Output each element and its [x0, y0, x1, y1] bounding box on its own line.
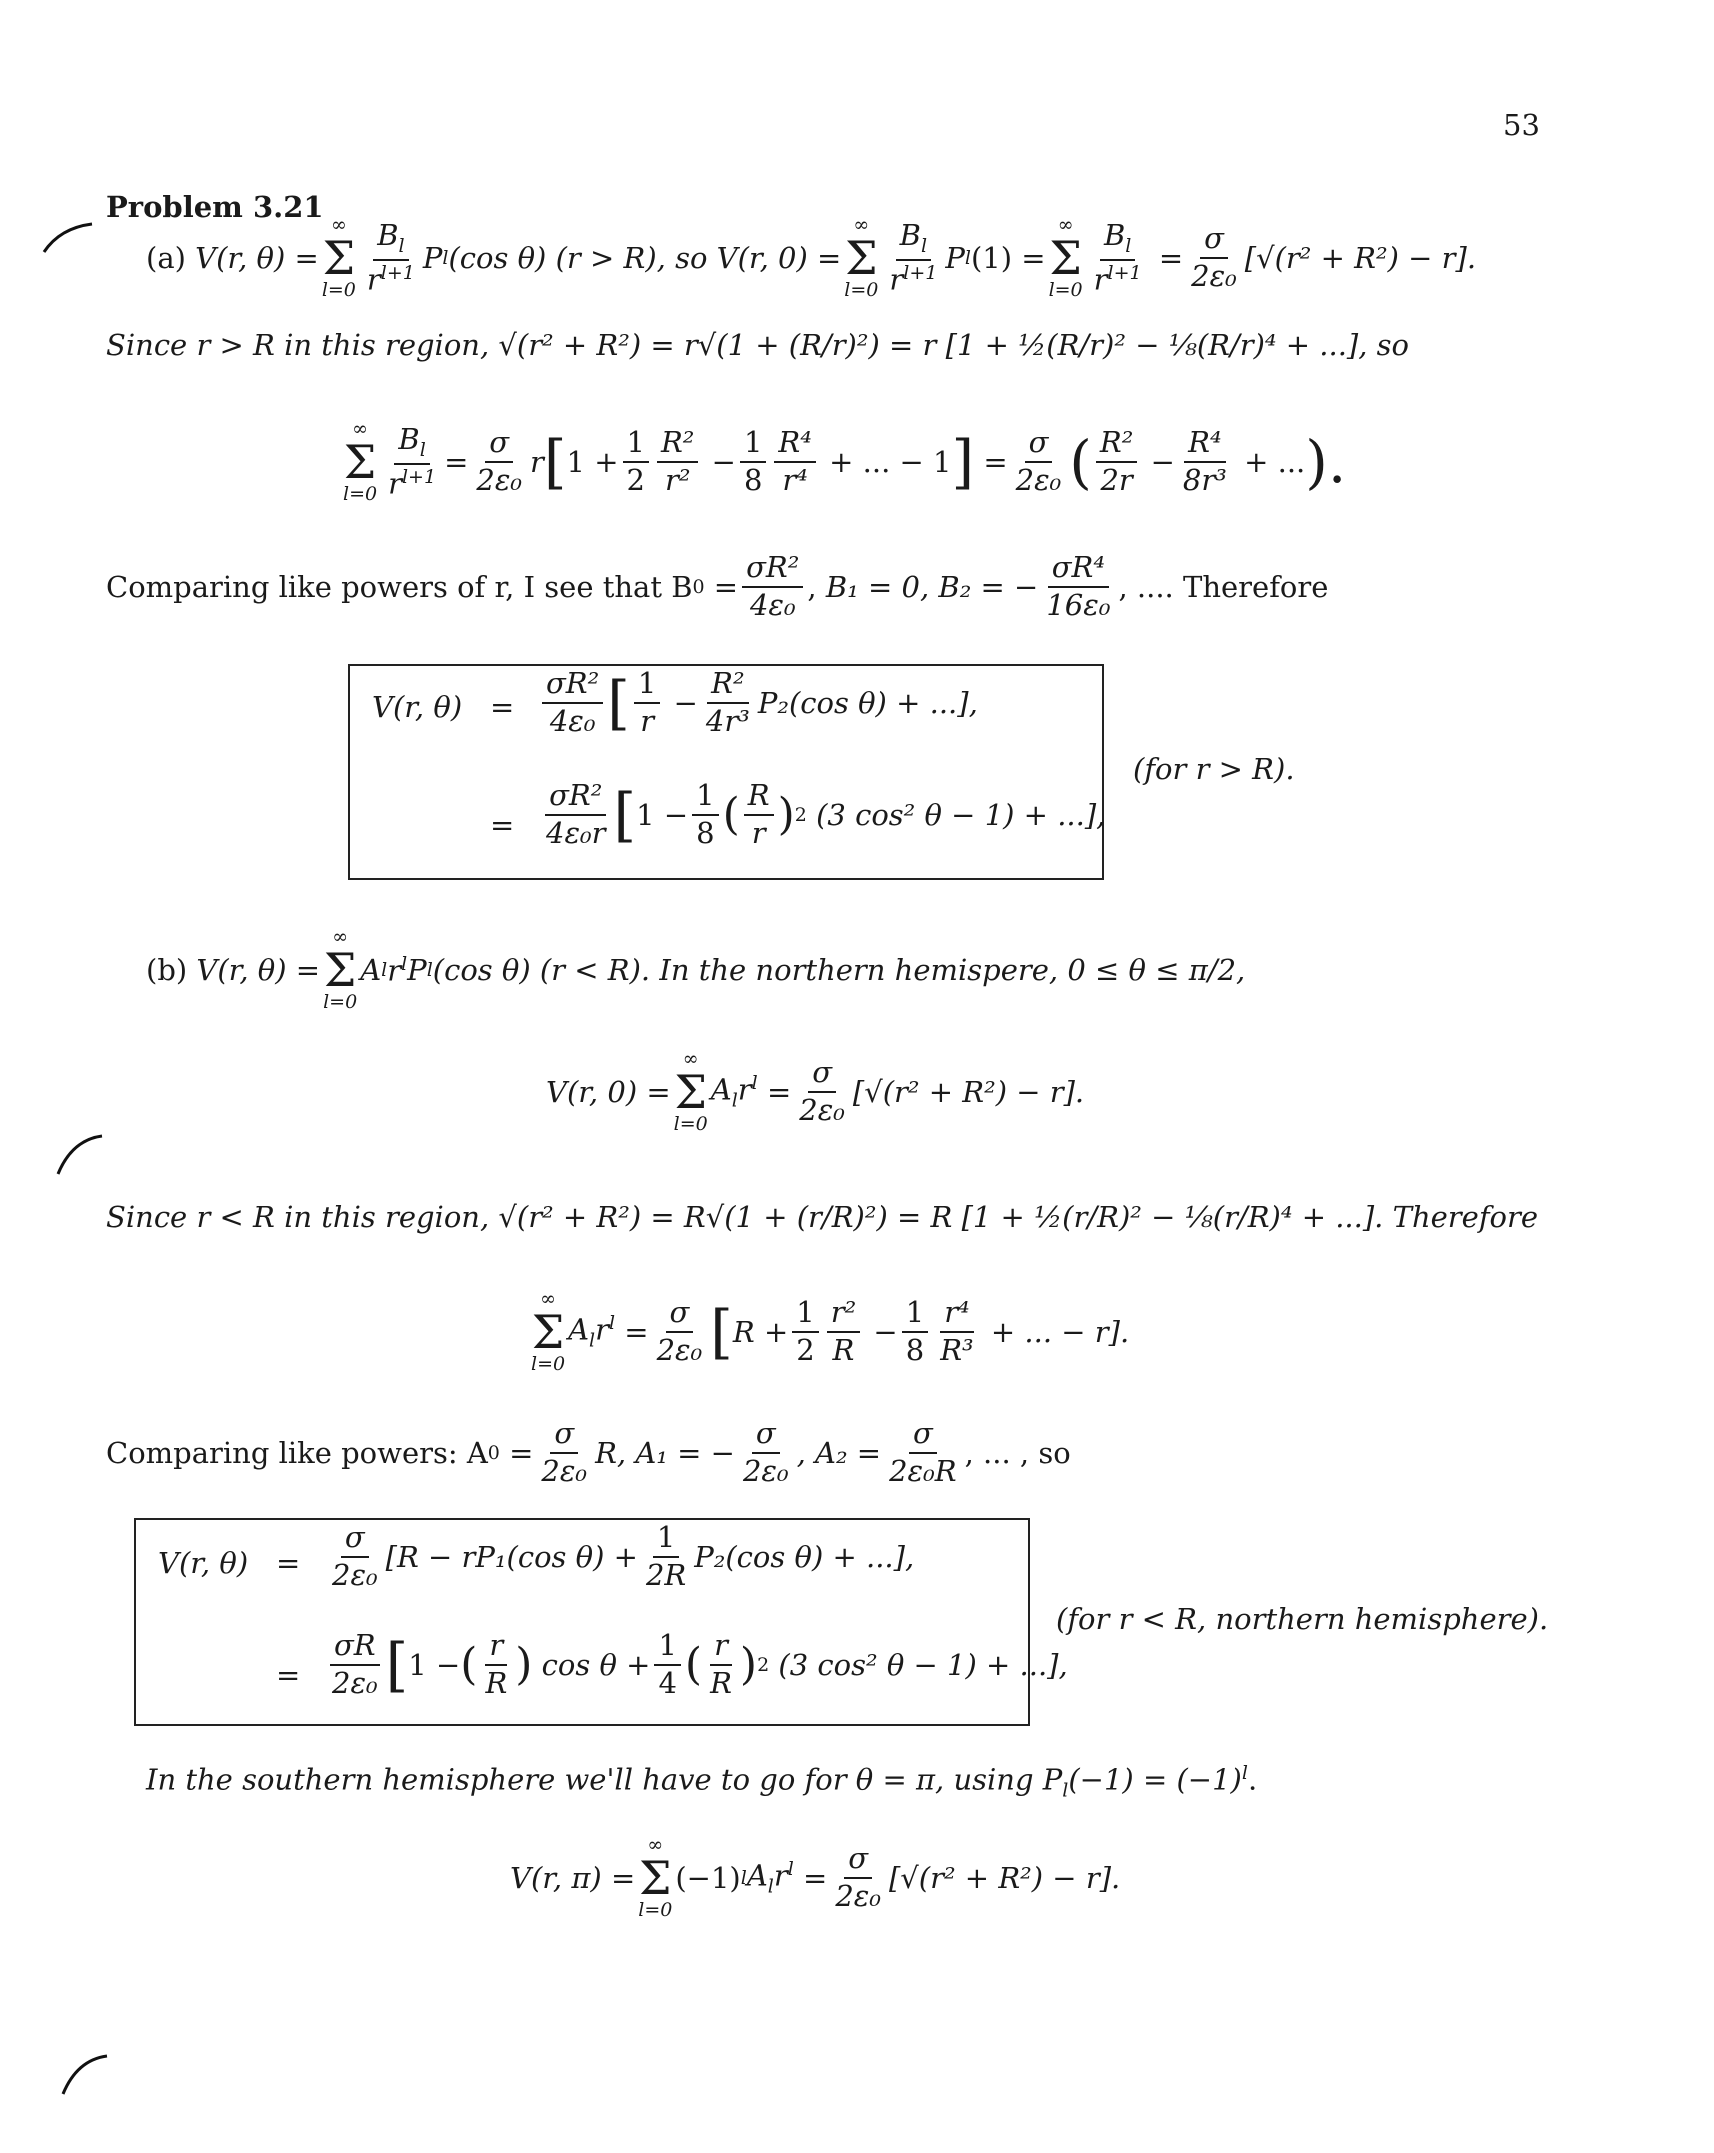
equation-text: P	[945, 241, 965, 275]
summation-symbol: ∞ Σ l=0	[638, 1834, 673, 1921]
fraction: $\frac{B_l}{r^{l+1}}$	[1093, 217, 1142, 297]
equation-text: [1 + ½(r/R)² − ⅛(r/R)⁴ + ...]. Therefore	[961, 1200, 1539, 1234]
fraction: $\frac{\sigma}{\text{2ε₀}}$	[835, 1841, 881, 1913]
fraction: $\frac{R}{r}$	[744, 780, 774, 850]
equation-text: [√(r² + R²) − r].	[888, 1861, 1121, 1895]
fraction: $\frac{\text{r²}}{R}$	[827, 1297, 861, 1367]
fraction: $\frac{\sigma}{\text{2ε₀}}$	[332, 1520, 378, 1592]
fraction: $\frac{\text{R⁴}}{\text{r⁴}}$	[774, 427, 815, 497]
equation-text: 1	[636, 797, 655, 832]
fraction: $\frac{1}{2}$	[792, 1297, 818, 1367]
equation-text: B₁ = 0, B₂ = −	[825, 569, 1039, 604]
summation-symbol: ∞ Σ l=0	[844, 214, 879, 301]
fraction: $\frac{\sigma}{\text{2ε₀}}$	[476, 425, 523, 497]
equation-text: P	[422, 241, 443, 275]
condition-note: (for r > R).	[1133, 752, 1295, 786]
bracket: [	[385, 1630, 409, 1699]
bracket: [	[543, 428, 567, 496]
margin-tick-mark	[40, 220, 100, 260]
box-lhs: V(r, θ)	[158, 1546, 249, 1580]
condition-note: (for r < R, northern hemisphere).	[1056, 1602, 1549, 1636]
fraction: $\frac{B_l}{r^{l+1}}$	[889, 217, 938, 297]
equation-text: =	[624, 1315, 649, 1349]
equation-text: Comparing like powers: A	[106, 1435, 488, 1470]
fraction: $\frac{\text{σR²}}{\text{4ε₀r}}$	[546, 778, 606, 850]
bracket: ]	[951, 428, 975, 496]
summation-symbol: ∞ Σ l=0	[321, 214, 356, 301]
fraction: $\frac{1}{8}$	[902, 1297, 928, 1367]
box-equals: =	[490, 808, 515, 842]
fraction: $\frac{\text{R²}}{2r}$	[1096, 427, 1137, 497]
problem-title: Problem 3.21	[106, 190, 324, 224]
equation-text: V(r, 0) =	[546, 1075, 671, 1109]
fraction: $\frac{1}{4}$	[654, 1630, 680, 1700]
equation-text: =	[983, 445, 1008, 479]
part-label: (b)	[146, 953, 188, 987]
summation-symbol: ∞ Σ l=0	[323, 926, 358, 1013]
equation-text: =	[766, 1075, 792, 1109]
box-row-2: $\frac{\sigma R}{\text{2ε₀}}$ [ 1 − ( $\frac{r}{R}$ ) cos θ + $\frac{1}{4}$ ( $\frac{r}{R}$ ) 2 (3 cos² θ − 1) + ...],	[324, 1630, 1068, 1700]
summation-symbol: ∞ Σ l=0	[1048, 214, 1083, 301]
box-lhs: V(r, θ)	[372, 690, 463, 724]
fraction: $\frac{\text{σR²}}{\text{4ε₀}}$	[542, 668, 603, 738]
equation-text: R	[732, 1315, 755, 1349]
equation-text: Since r > R in this region, √(r² + R²) = r√(1 + (R/r)²) = r	[106, 328, 937, 362]
fraction: $\frac{\sigma}{\text{2ε₀}}$	[799, 1055, 845, 1127]
box-row-1: $\frac{\text{σR²}}{\text{4ε₀}}$ [ $\frac{1}{r}$ − $\frac{\text{R²}}{\text{4r³}}$ P₂(cos θ) + ...],	[538, 668, 978, 738]
equation-text: , A₂ =	[796, 1435, 882, 1470]
equation-text: (cos θ) (r < R). In the northern hemispere, 0 ≤ θ ≤ π/2,	[432, 953, 1246, 987]
equation-text: =	[1158, 241, 1184, 275]
bracket: (	[684, 1638, 703, 1690]
part-b-sum-equation: ∞ Σ l=0 $A_lr^l$ = $\frac{\sigma}{\text{2ε₀}}$ [ R + $\frac{1}{2}$ $\frac{\text{r²}}{R}$ − $\frac{1}{8}$ $\frac{\text{r⁴}}{\text{R³}}$ + ... − r].	[531, 1288, 1130, 1375]
equation-text: 1	[408, 1647, 427, 1682]
fraction: $\frac{1}{8}$	[692, 780, 718, 850]
part-b-expansion-line	[106, 1200, 1538, 1234]
fraction: $\frac{r}{R}$	[710, 1628, 732, 1700]
equation-text: (3 cos² θ − 1) + ...],	[816, 797, 1106, 832]
equation-text: =	[803, 1861, 828, 1895]
fraction: $\frac{\sigma}{\text{2ε₀}}$	[1191, 221, 1237, 293]
equation-text: cos θ +	[541, 1647, 651, 1682]
equation-text: [1 + ½(R/r)² − ⅛(R/r)⁴ + ...], so	[945, 328, 1410, 362]
equation-text: , .... Therefore	[1118, 569, 1329, 604]
equation-text: Comparing like powers of r, I see that B	[106, 569, 693, 604]
southern-hemisphere-line: In the southern hemisphere we'll have to go for θ = π, using $P_l(-1) = (-1)^l$.	[146, 1762, 1258, 1802]
fraction: $\frac{\text{R²}}{\text{r²}}$	[657, 427, 698, 497]
fraction: $\frac{1}{2R}$	[645, 1520, 687, 1592]
fraction: $\frac{\sigma}{\text{2ε₀}}$	[742, 1416, 789, 1488]
bracket: )	[777, 788, 795, 840]
part-a-comparing-line: Comparing like powers of r, I see that B 0 = $\frac{\text{σR²}}{\text{4ε₀}}$ , B₁ = 0, B₂ = − $\frac{\text{σR⁴}}{\text{16ε₀}}$ , .... Therefore	[106, 550, 1329, 622]
equation-text: R, A₁ = −	[595, 1435, 735, 1470]
equation-text: + ...	[1244, 445, 1306, 479]
equation-text: (3 cos² θ − 1) + ...],	[778, 1647, 1068, 1682]
margin-tick-mark	[50, 1130, 110, 1180]
fraction: $\frac{\text{r⁴}}{\text{R³}}$	[940, 1295, 974, 1367]
fraction: $\frac{\sigma}{\text{2ε₀}}$	[656, 1295, 703, 1367]
equation-text: (cos θ) (r > R), so V(r, 0) =	[448, 241, 842, 275]
equation-text: , ... , so	[964, 1435, 1071, 1470]
equation-text: V(r, θ) =	[196, 953, 321, 987]
equation-text: [R − rP₁(cos θ) +	[385, 1539, 638, 1574]
equation-text: (−1) = (−1)	[1068, 1762, 1242, 1797]
equation-text: V(r, θ) =	[195, 241, 319, 275]
part-b-comparing-line: Comparing like powers: A 0 = $\frac{\sigma}{\text{2ε₀}}$ R, A₁ = − $\frac{\sigma}{\text{2ε₀}}$ , A₂ = $\frac{\sigma}{\text{2ε₀R}}$ , ... , so	[106, 1416, 1071, 1488]
fraction: $\frac{\sigma}{\text{2ε₀}}$	[1015, 425, 1062, 497]
fraction: $\frac{\sigma R}{\text{2ε₀}}$	[332, 1628, 378, 1700]
bracket: [	[710, 1298, 733, 1366]
equation-text: (1) =	[970, 241, 1046, 275]
bracket: )	[515, 1638, 533, 1690]
box-equals: =	[490, 690, 515, 724]
fraction: $\frac{B_l}{r^{l+1}}$	[388, 421, 437, 501]
margin-tick-mark	[55, 2050, 115, 2100]
summation-symbol: ∞ Σ l=0	[343, 418, 378, 505]
fraction: $\frac{\text{R²}}{\text{4r³}}$	[705, 666, 750, 738]
fraction: $\frac{r}{R}$	[485, 1628, 508, 1700]
equation-text: Since r < R in this region, √(r² + R²) = R√(1 + (r/R)²) = R	[106, 1200, 953, 1234]
equation-text: P₂(cos θ) + ...],	[694, 1539, 915, 1574]
summation-symbol: ∞ Σ l=0	[673, 1048, 708, 1135]
equation-text: P₂(cos θ) + ...],	[757, 685, 978, 720]
fraction: $\frac{\sigma}{\text{2ε₀}}$	[541, 1416, 588, 1488]
box-equals: =	[276, 1546, 301, 1580]
box-equals: =	[276, 1658, 301, 1692]
part-a-expansion-line	[106, 328, 1409, 362]
fraction: $\frac{B_l}{r^{l+1}}$	[366, 217, 415, 297]
fraction: $\frac{\text{σR⁴}}{\text{16ε₀}}$	[1046, 550, 1111, 622]
part-b-equation-1: (b) V(r, θ) = ∞ Σ l=0 A l $r^l$ P l (cos θ) (r < R). In the northern hemispere, 0 ≤ θ ≤ π/2,	[146, 926, 1246, 1013]
equation-text: + ... − 1	[829, 445, 952, 479]
part-a-equation-1: (a) V(r, θ) = ∞ Σ l=0 $\frac{B_l}{r^{l+1}}$ P l (cos θ) (r > R), so V(r, 0) = ∞ Σ l=0 $\frac{B_l}{r^{l+1}}$ P l (1) = ∞ Σ l=0 $\frac{B_l}{r^{l+1}}$ = $\frac{\sigma}{\text{2ε₀}}$ [√(r² + R²) − r].	[146, 214, 1477, 301]
box-row-2: $\frac{\text{σR²}}{\text{4ε₀r}}$ [ 1 − $\frac{1}{8}$ ( $\frac{R}{r}$ ) 2 (3 cos² θ − 1) + ...],	[538, 780, 1105, 850]
equation-text: In the southern hemisphere we'll have to go for θ = π, using P	[146, 1762, 1063, 1797]
equation-text: (−1)	[675, 1861, 741, 1895]
box-row-1	[324, 1522, 914, 1592]
bracket: ).	[1305, 428, 1347, 496]
bracket: (	[1069, 428, 1092, 496]
part-label: (a)	[146, 241, 186, 275]
part-a-sum-equation: ∞ Σ l=0 $\frac{B_l}{r^{l+1}}$ = $\frac{\sigma}{\text{2ε₀}}$ r [ 1 + $\frac{1}{2}$ $\frac{\text{R²}}{\text{r²}}$ − $\frac{1}{8}$ $\frac{\text{R⁴}}{\text{r⁴}}$ + ... − 1 ] = $\frac{\sigma}{\text{2ε₀}}$ ( $\frac{\text{R²}}{2r}$ − $\frac{\text{R⁴}}{\text{8r³}}$ + ... ).	[343, 418, 1347, 505]
equation-text: 1	[566, 445, 585, 479]
bracket: (	[722, 788, 740, 840]
bracket: [	[607, 668, 630, 737]
page-number: 53	[1503, 108, 1540, 142]
equation-text: =	[444, 445, 469, 479]
equation-text: V(r, π) =	[510, 1861, 636, 1895]
fraction: $\frac{1}{8}$	[740, 427, 766, 497]
bracket: (	[460, 1638, 478, 1690]
fraction: $\frac{\text{σR²}}{\text{4ε₀}}$	[742, 552, 803, 622]
equation-text: P	[407, 953, 427, 987]
equation-text: + ... − r].	[990, 1315, 1130, 1349]
fraction: $\frac{1}{r}$	[634, 668, 660, 738]
part-b-v0-equation: V(r, 0) = ∞ Σ l=0 $A_lr^l$ = $\frac{\sigma}{\text{2ε₀}}$ [√(r² + R²) − r].	[546, 1048, 1085, 1135]
bracket: [	[613, 780, 637, 849]
fraction: $\frac{\sigma}{\text{2ε₀R}}$	[889, 1416, 957, 1488]
bracket: )	[739, 1638, 758, 1690]
equation-text: A	[360, 953, 382, 987]
equation-text: r	[530, 445, 544, 479]
equation-text: [√(r² + R²) − r].	[852, 1075, 1085, 1109]
part-b-vpi-equation: V(r, π) = ∞ Σ l=0 (−1) l $A_lr^l$ = $\frac{\sigma}{\text{2ε₀}}$ [√(r² + R²) − r].	[510, 1834, 1121, 1921]
fraction: $\frac{\text{R⁴}}{\text{8r³}}$	[1182, 425, 1227, 497]
equation-text: [√(r² + R²) − r].	[1244, 241, 1477, 275]
summation-symbol: ∞ Σ l=0	[531, 1288, 566, 1375]
fraction: $\frac{1}{2}$	[623, 427, 649, 497]
